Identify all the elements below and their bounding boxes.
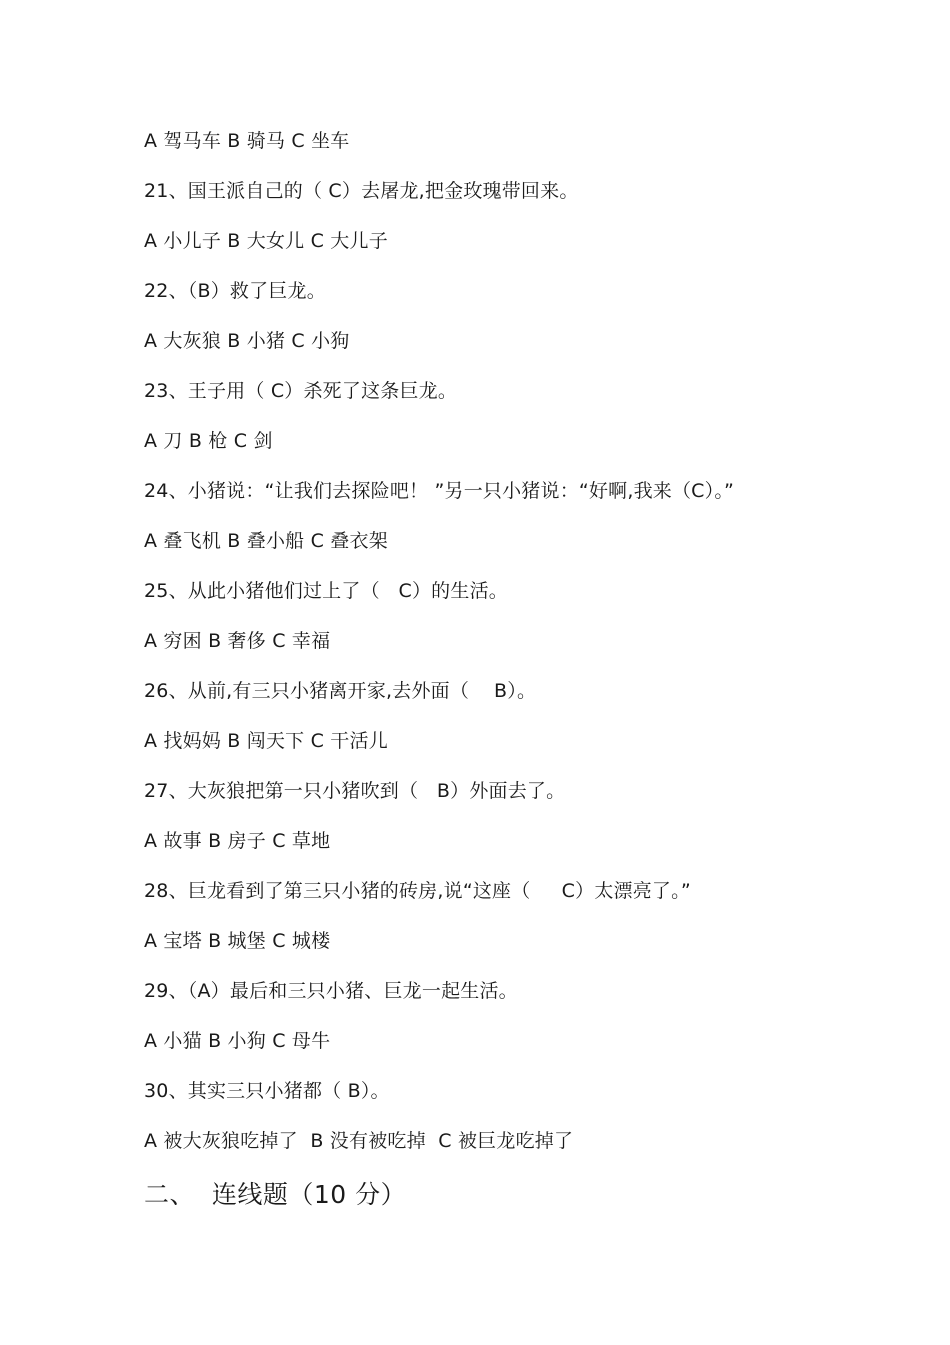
answer-options-29: A 小猫 B 小狗 C 母牛 [144, 1030, 331, 1052]
answer-options-21: A 小儿子 B 大女儿 C 大儿子 [144, 230, 388, 252]
question-25: 25、从此小猪他们过上了（ C）的生活。 [144, 580, 508, 602]
answer-options-27: A 故事 B 房子 C 草地 [144, 830, 331, 852]
answer-options-22: A 大灰狼 B 小猪 C 小狗 [144, 330, 350, 352]
question-21: 21、国王派自己的（ C）去屠龙,把金玫瑰带回来。 [144, 180, 579, 202]
question-28: 28、巨龙看到了第三只小猪的砖房,说“这座（ C）太漂亮了。” [144, 880, 691, 902]
question-27: 27、大灰狼把第一只小猪吹到（ B）外面去了。 [144, 780, 566, 802]
question-26: 26、从前,有三只小猪离开家,去外面（ B）。 [144, 680, 537, 702]
question-30: 30、其实三只小猪都（ B）。 [144, 1080, 390, 1102]
section-heading: 二、 连线题（10 分） [144, 1180, 407, 1209]
answer-options-30: A 被大灰狼吃掉了 B 没有被吃掉 C 被巨龙吃掉了 [144, 1130, 574, 1152]
answer-options-25: A 穷困 B 奢侈 C 幸福 [144, 630, 331, 652]
answer-options-20: A 驾马车 B 骑马 C 坐车 [144, 130, 350, 152]
answer-options-24: A 叠飞机 B 叠小船 C 叠衣架 [144, 530, 388, 552]
question-22: 22、（B）救了巨龙。 [144, 280, 326, 302]
answer-options-28: A 宝塔 B 城堡 C 城楼 [144, 930, 331, 952]
question-24: 24、小猪说：“让我们去探险吧！ ”另一只小猪说：“好啊,我来（C）。” [144, 480, 735, 502]
question-23: 23、王子用（ C）杀死了这条巨龙。 [144, 380, 458, 402]
quiz-content [144, 126, 904, 1212]
question-29: 29、（A）最后和三只小猪、巨龙一起生活。 [144, 980, 518, 1002]
answer-options-23: A 刀 B 枪 C 剑 [144, 430, 273, 452]
answer-options-26: A 找妈妈 B 闯天下 C 干活儿 [144, 730, 388, 752]
